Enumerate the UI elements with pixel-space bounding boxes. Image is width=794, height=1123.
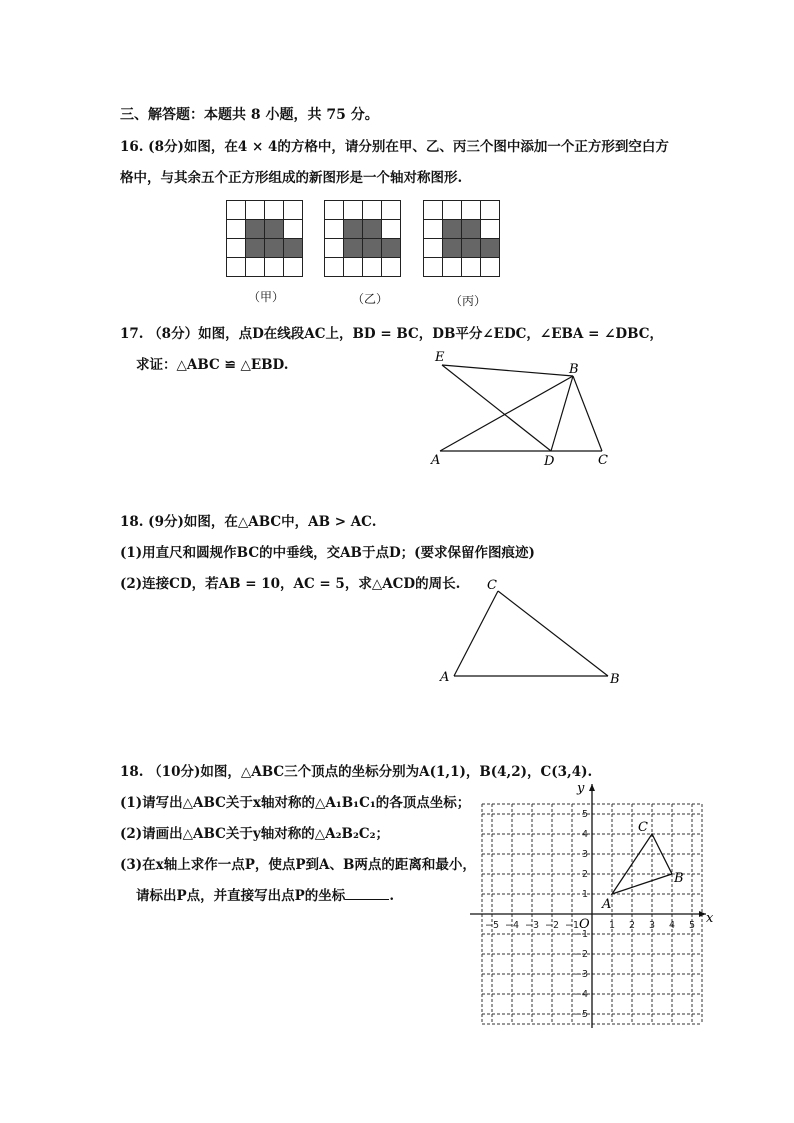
empty-cell	[424, 258, 443, 277]
label-d: D	[544, 454, 555, 469]
shaded-cell	[443, 220, 462, 239]
segment-bd	[551, 376, 573, 451]
empty-cell	[424, 220, 443, 239]
origin-label: O	[579, 917, 590, 932]
q18b-text-line1: 18. （10分)如图，△ABC三个顶点的坐标分别为A(1,1)，B(4,2)，C(3,4).	[120, 764, 593, 780]
q18b-text-line5-end: .	[389, 888, 395, 904]
x-tick-label: −4	[504, 920, 520, 931]
empty-cell	[227, 258, 246, 277]
shaded-cell	[246, 220, 265, 239]
label-a: A	[431, 453, 441, 468]
empty-cell	[481, 220, 500, 239]
q16-text-line1: 16. (8分)如图，在4 × 4的方格中，请分别在甲、乙、丙三个图中添加一个正方形到空白方	[120, 139, 669, 155]
shaded-cell	[246, 239, 265, 258]
empty-cell	[344, 258, 363, 277]
vertex-label-b: B	[674, 871, 684, 886]
q18a-text-line2: (1)用直尺和圆规作BC的中垂线，交AB于点D；(要求保留作图痕迹)	[120, 545, 535, 561]
shaded-cell	[265, 220, 284, 239]
y-axis-arrow-icon	[589, 784, 595, 791]
q17-text-line2: 求证：△ABC ≌ △EBD.	[136, 357, 289, 373]
empty-cell	[344, 201, 363, 220]
label-b: B	[610, 672, 620, 687]
empty-cell	[227, 239, 246, 258]
x-tick-label: 1	[608, 920, 616, 931]
shaded-cell	[344, 220, 363, 239]
empty-cell	[443, 201, 462, 220]
q16-grid-yi	[324, 200, 400, 276]
x-tick-label: −3	[524, 920, 540, 931]
segment-ab	[440, 376, 573, 451]
y-tick-label: 5	[581, 809, 588, 820]
q17-text-line1: 17. （8分）如图，点D在线段AC上，BD = BC，DB平分∠EDC，∠EBA = ∠DBC，	[120, 326, 664, 342]
shaded-cell	[344, 239, 363, 258]
q16-grid-jia	[226, 200, 302, 276]
q16-caption-jia: （甲）	[248, 290, 285, 304]
empty-cell	[227, 220, 246, 239]
empty-cell	[325, 239, 344, 258]
q17-figure	[420, 345, 620, 470]
empty-cell	[325, 258, 344, 277]
label-b: B	[569, 362, 579, 377]
q18a-text-line3: (2)连接CD，若AB = 10，AC = 5，求△ACD的周长.	[120, 576, 461, 592]
empty-cell	[227, 201, 246, 220]
y-tick-label: −4	[573, 989, 588, 1000]
q16-text-line2: 格中，与其余五个正方形组成的新图形是一个轴对称图形.	[120, 170, 463, 186]
segment-ed	[442, 365, 551, 451]
segment-eb	[442, 365, 573, 376]
y-tick-label: −1	[573, 929, 588, 940]
q16-caption-yi: （乙）	[352, 292, 389, 306]
y-tick-label: 3	[581, 849, 588, 860]
empty-cell	[265, 258, 284, 277]
shaded-cell	[363, 220, 382, 239]
empty-cell	[265, 201, 284, 220]
x-tick-label: 5	[688, 920, 696, 931]
empty-cell	[481, 201, 500, 220]
y-tick-label: 2	[581, 869, 588, 880]
vertex-label-c: C	[638, 820, 648, 835]
empty-cell	[246, 201, 265, 220]
empty-cell	[382, 258, 401, 277]
y-tick-label: 4	[581, 829, 588, 840]
y-tick-label: −2	[573, 949, 588, 960]
x-tick-label: 3	[648, 920, 656, 931]
q18b-text-line5	[136, 884, 394, 904]
shaded-cell	[443, 239, 462, 258]
empty-cell	[363, 258, 382, 277]
empty-cell	[363, 201, 382, 220]
empty-cell	[284, 201, 303, 220]
label-e: E	[435, 350, 445, 365]
empty-cell	[443, 258, 462, 277]
x-tick-label: 4	[668, 920, 676, 931]
segment-bc	[573, 376, 602, 451]
label-c: C	[487, 578, 497, 593]
y-tick-label: −5	[573, 1009, 588, 1020]
y-axis-label: y	[577, 781, 585, 796]
q18b-text-line2: (1)请写出△ABC关于x轴对称的△A₁B₁C₁的各顶点坐标；	[120, 795, 471, 811]
q18b-text-line3: (2)请画出△ABC关于y轴对称的△A₂B₂C₂；	[120, 826, 390, 842]
x-tick-label: 2	[628, 920, 636, 931]
q18b-text-line4: (3)在x轴上求作一点P，使点P到A、B两点的距离和最小，	[120, 857, 476, 873]
shaded-cell	[265, 239, 284, 258]
empty-cell	[325, 220, 344, 239]
empty-cell	[382, 220, 401, 239]
q18a-text-line1: 18. (9分)如图，在△ABC中，AB > AC.	[120, 514, 377, 530]
empty-cell	[424, 239, 443, 258]
q18b-text-line5-main: 请标出P点，并直接写出点P的坐标	[136, 888, 346, 904]
section-title: 三、解答题：本题共 8 小题，共 75 分。	[120, 107, 379, 123]
x-tick-label: −1	[564, 920, 580, 931]
empty-cell	[284, 220, 303, 239]
x-tick-label: −2	[544, 920, 560, 931]
empty-cell	[284, 258, 303, 277]
x-tick-label: −5	[484, 920, 500, 931]
segment-ac	[454, 591, 498, 676]
triangle-abc	[612, 834, 672, 894]
segment-cb	[498, 591, 608, 676]
answer-blank[interactable]	[345, 887, 389, 900]
empty-cell	[424, 201, 443, 220]
q16-caption-bing: （丙）	[450, 294, 487, 308]
q16-grid-bing	[423, 200, 499, 276]
label-a: A	[440, 670, 450, 685]
coordinate-grid-figure	[470, 780, 720, 1030]
shaded-cell	[382, 239, 401, 258]
y-tick-label: −3	[573, 969, 588, 980]
shaded-cell	[284, 239, 303, 258]
y-tick-label: 1	[581, 889, 588, 900]
empty-cell	[462, 258, 481, 277]
x-axis-label: x	[706, 911, 714, 926]
empty-cell	[246, 258, 265, 277]
q18a-figure	[430, 575, 630, 690]
empty-cell	[481, 258, 500, 277]
shaded-cell	[363, 239, 382, 258]
empty-cell	[382, 201, 401, 220]
empty-cell	[462, 201, 481, 220]
label-c: C	[598, 453, 608, 468]
vertex-label-a: A	[602, 897, 612, 912]
shaded-cell	[462, 239, 481, 258]
empty-cell	[325, 201, 344, 220]
shaded-cell	[481, 239, 500, 258]
shaded-cell	[462, 220, 481, 239]
